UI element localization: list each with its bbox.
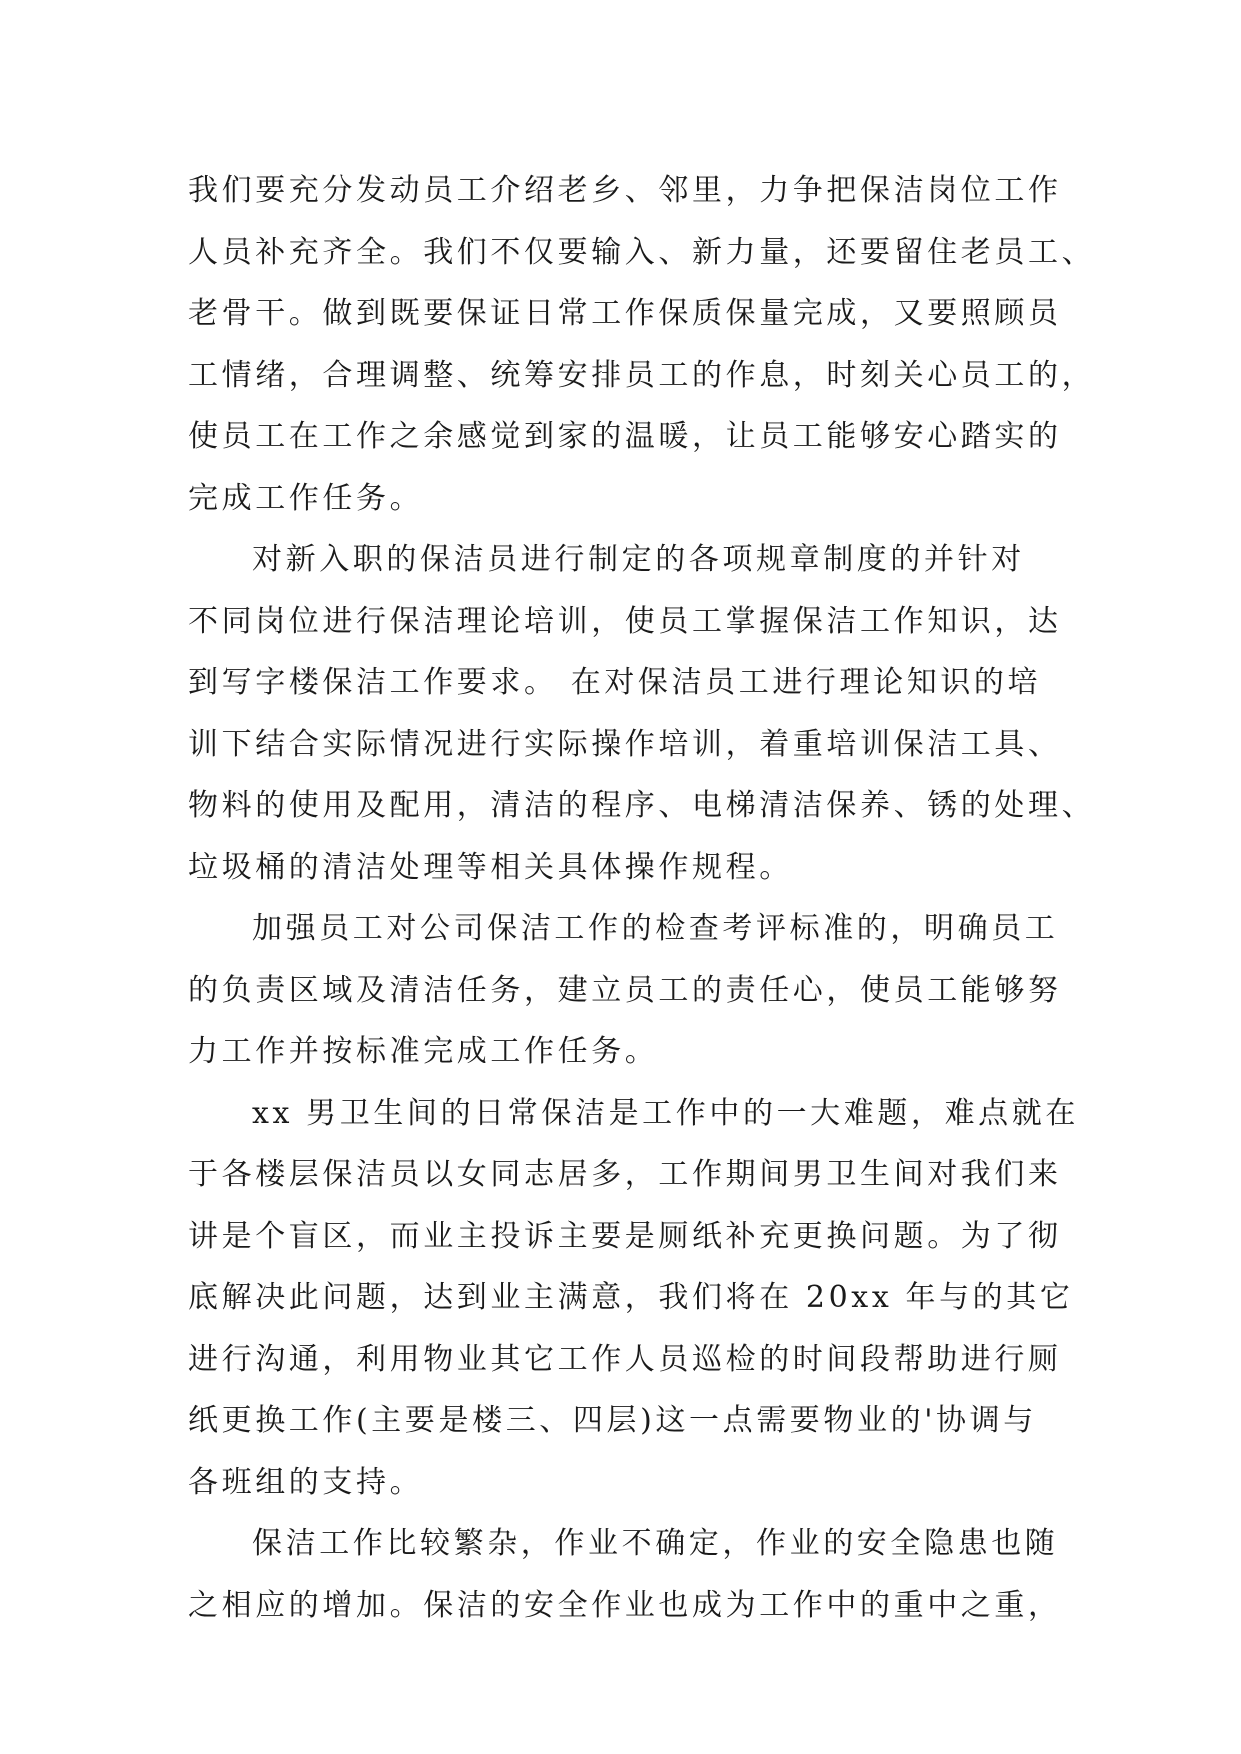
text-line: 进行沟通，利用物业其它工作人员巡检的时间段帮助进行厕 bbox=[188, 1341, 1062, 1377]
text-line: 我们要充分发动员工介绍老乡、邻里，力争把保洁岗位工作 bbox=[188, 173, 1062, 208]
text-line: 垃圾桶的清洁处理等相关具体操作规程。 bbox=[188, 849, 793, 885]
paragraph-first-line: 对新入职的保洁员进行制定的各项规章制度的并针对 bbox=[252, 542, 1025, 577]
text-line: 工情绪，合理调整、统筹安排员工的作息，时刻关心员工的， bbox=[188, 357, 1096, 393]
text-line: 于各楼层保洁员以女同志居多，工作期间男卫生间对我们来 bbox=[188, 1157, 1062, 1192]
text-line: 完成工作任务。 bbox=[188, 480, 424, 516]
paragraph-first-line: 保洁工作比较繁杂，作业不确定，作业的安全隐患也随 bbox=[252, 1526, 1059, 1561]
text-line: 讲是个盲区，而业主投诉主要是厕纸补充更换问题。为了彻 bbox=[188, 1218, 1062, 1254]
text-line: 之相应的增加。保洁的安全作业也成为工作中的重中之重， bbox=[188, 1587, 1062, 1623]
text-line: 的负责区域及清洁任务，建立员工的责任心，使员工能够努 bbox=[188, 972, 1062, 1008]
text-line: 使员工在工作之余感觉到家的温暖，让员工能够安心踏实的 bbox=[188, 419, 1062, 454]
text-line: 老骨干。做到既要保证日常工作保质保量完成，又要照顾员 bbox=[188, 296, 1062, 331]
text-line: 训下结合实际情况进行实际操作培训，着重培训保洁工具、 bbox=[188, 726, 1062, 762]
text-line: 底解决此问题，达到业主满意，我们将在 20xx 年与的其它 bbox=[188, 1280, 1074, 1315]
text-line: 不同岗位进行保洁理论培训，使员工掌握保洁工作知识，达 bbox=[188, 603, 1062, 639]
text-line: 各班组的支持。 bbox=[188, 1464, 424, 1500]
paragraph-first-line: 加强员工对公司保洁工作的检查考评标准的，明确员工 bbox=[252, 911, 1059, 946]
text-line: 物料的使用及配用，清洁的程序、电梯清洁保养、锈的处理、 bbox=[188, 788, 1096, 823]
text-line: 到写字楼保洁工作要求。 在对保洁员工进行理论知识的培 bbox=[188, 665, 1042, 700]
text-line: 纸更换工作(主要是楼三、四层)这一点需要物业的'协调与 bbox=[188, 1403, 1037, 1438]
text-line: 力工作并按标准完成工作任务。 bbox=[188, 1034, 659, 1069]
text-line: 人员补充齐全。我们不仅要输入、新力量，还要留住老员工、 bbox=[188, 234, 1096, 270]
paragraph-first-line: xx 男卫生间的日常保洁是工作中的一大难题，难点就在 bbox=[252, 1095, 1079, 1131]
body-text bbox=[188, 160, 1096, 1636]
